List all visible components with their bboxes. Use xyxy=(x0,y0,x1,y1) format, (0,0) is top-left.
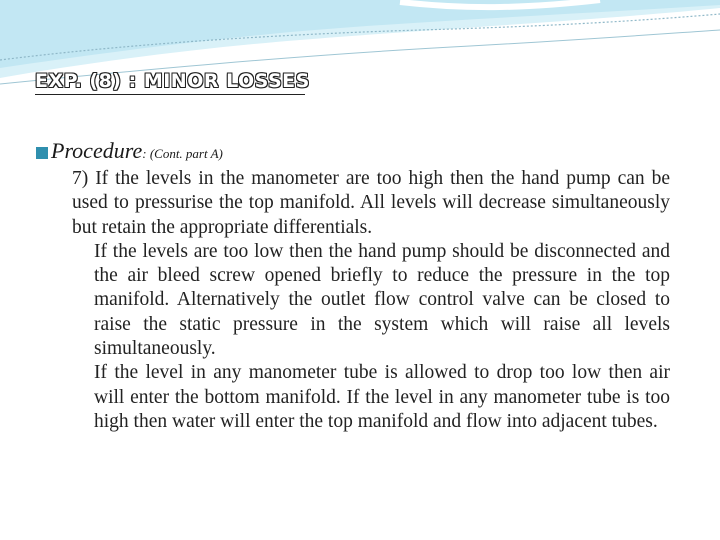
paragraph-levels-low: If the levels are too low then the hand pump should be disconnected and the air bleed screw opened briefly to reduce the pressure in the top manifold. Alternatively the outlet flow control valve can be closed to raise the static pressure in the system which will raise all levels simultaneously. xyxy=(94,240,670,360)
procedure-body xyxy=(72,167,670,434)
paragraph-step-7: 7) If the levels in the manometer are too high then the hand pump can be used to pressurise the top manifold. All levels will decrease simultaneously but retain the appropriate differentials. xyxy=(72,168,670,238)
paragraph-level-tube: If the level in any manometer tube is allowed to drop too low then air will enter the bottom manifold. If the level in any manometer tube is too high then water will enter the top manifold and flow into adjacent tubes. xyxy=(94,362,670,432)
procedure-label: Procedure xyxy=(51,138,143,163)
procedure-subtitle: : (Cont. part A) xyxy=(142,146,223,161)
square-bullet-icon xyxy=(36,147,48,159)
slide-title: EXP. (8) : MINOR LOSSES xyxy=(35,70,310,92)
title-underline xyxy=(35,94,305,95)
procedure-heading xyxy=(36,138,223,164)
